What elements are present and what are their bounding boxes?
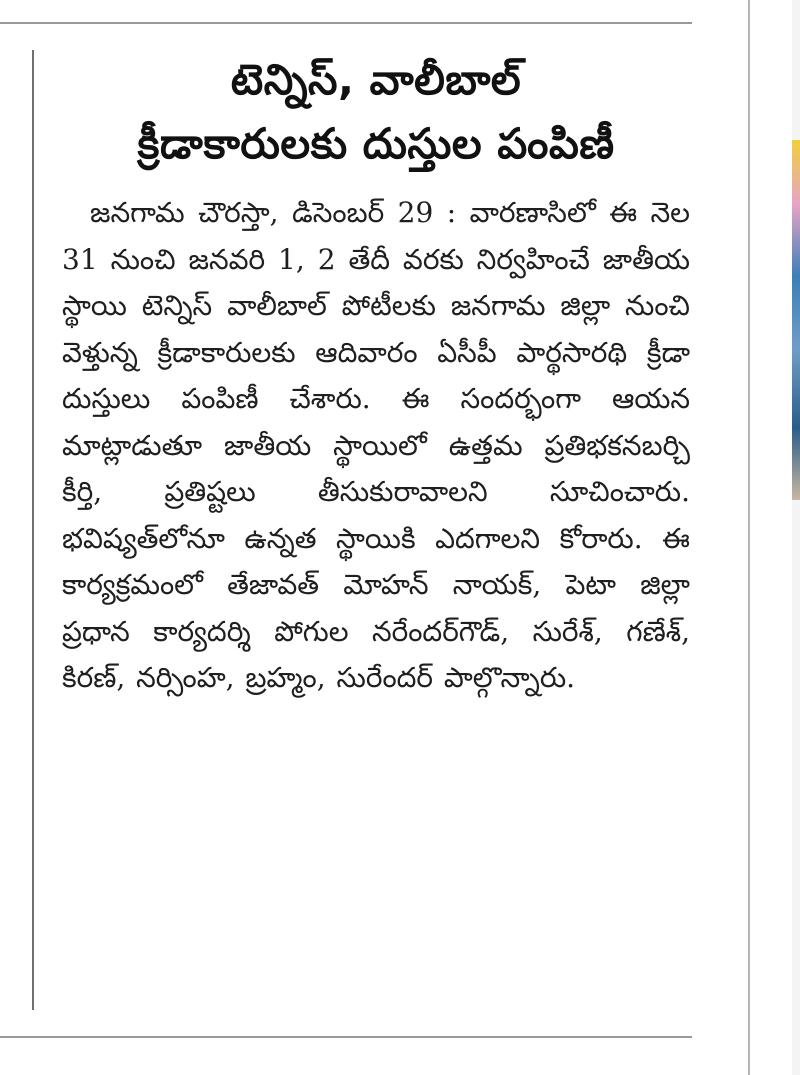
headline-line-2: క్రీడాకారులకు దుస్తుల పంపిణీ [137,119,615,168]
column-divider-right [748,0,750,1075]
article-body: జనగామ చౌరస్తా, డిసెంబర్ 29 : వారణాసిలో ఈ నెల 31 నుంచి జనవరి 1, 2 తేదీ వరకు నిర్వహించే జాతీయ స్థాయి టెన్నిస్ వాలీబాల్ పోటీలకు జనగామ జిల్లా నుంచి వెళ్తున్న క్రీడాకారులకు ఆదివారం ఏసీపీ పార్థసారథి క్రీడా దుస్తులు పంపిణీ చేశారు. ఈ సందర్భంగా ఆయన మాట్లాడుతూ జాతీయ స్థాయిలో ఉత్తమ ప్రతిభకనబర్చి కీర్తి, ప్రతిష్టలు తీసుకురావాలని సూచించారు. భవిష్యత్‌లోనూ ఉన్నత స్థాయికి ఎదగాలని కోరారు. ఈ కార్యక్రమంలో తేజావత్ మోహన్ నాయక్, పెటా జిల్లా ప్రధాన కార్యదర్శి పోగుల నరేందర్‌గౌడ్, సురేశ్, గణేశ్, కిరణ్, నర్సింహ, బ్రహ్మం, సురేందర్ పాల్గొన్నారు. [62,196,690,694]
news-article [62,48,690,702]
adjacent-photo-edge [792,140,800,500]
top-rule [0,22,692,24]
headline-line-1: టెన్నిస్, వాలీబాల్ [230,55,522,104]
article-headline [62,48,690,176]
bottom-rule [0,1036,692,1038]
column-divider-left [32,50,34,1010]
